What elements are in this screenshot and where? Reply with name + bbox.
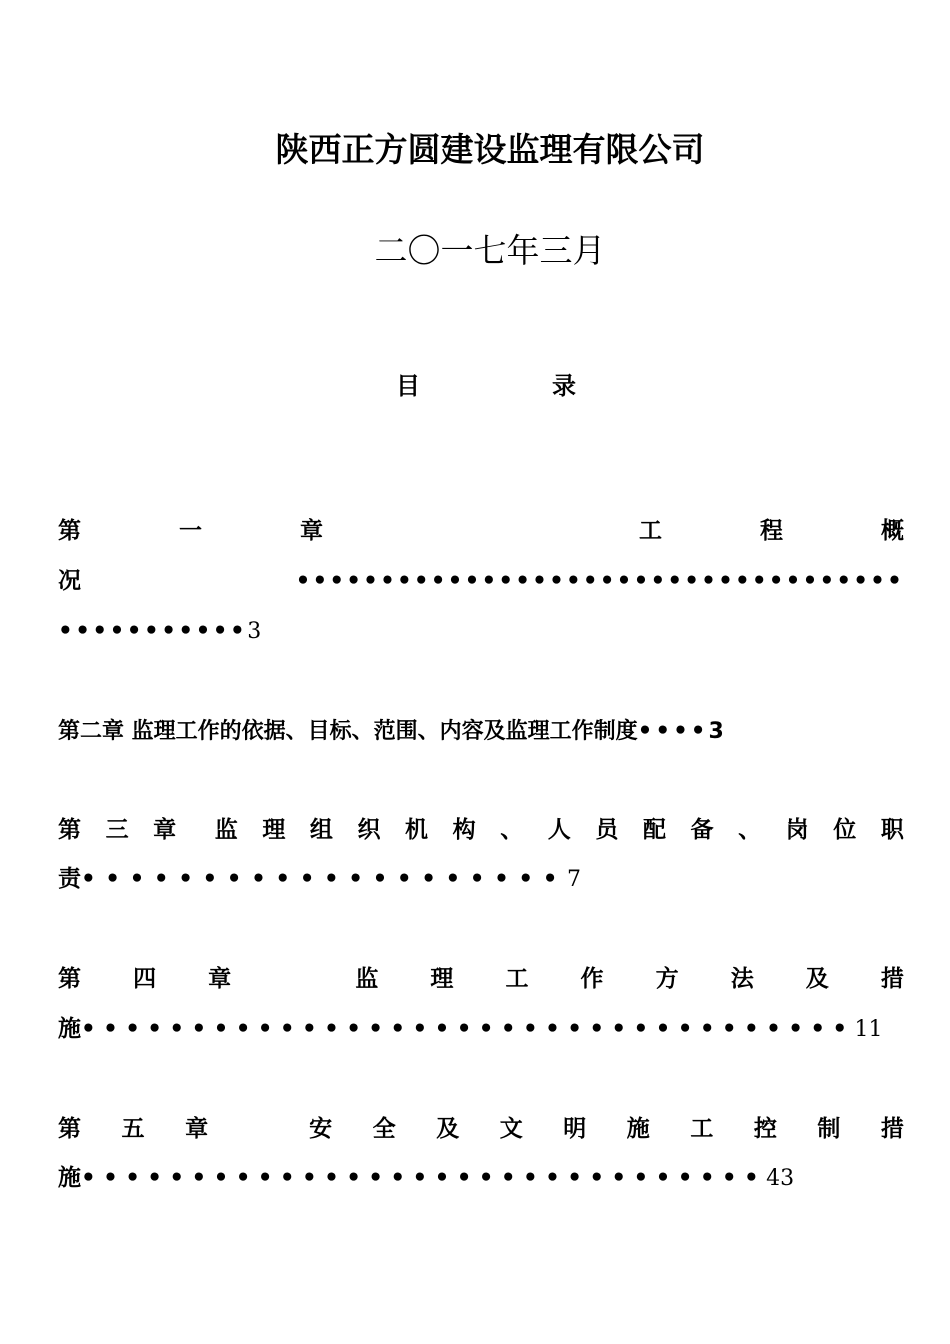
toc-char: 及 (436, 1116, 460, 1142)
toc-char: 第 (58, 518, 81, 544)
toc-char: 措 (880, 966, 904, 992)
toc-char: 监 (355, 966, 379, 992)
toc-char: 第 (58, 1116, 81, 1142)
toc-entry-title: 第二章 监理工作的依据、目标、范围、内容及监理工作制度 (58, 719, 638, 744)
leader-dots: •••• (637, 718, 709, 744)
toc-char: 文 (499, 1116, 523, 1142)
toc-char: 构 (452, 817, 476, 843)
toc-char: 概 (881, 518, 904, 544)
page-number: 11 (854, 1017, 883, 1042)
toc-char: 制 (817, 1116, 841, 1142)
toc-char: 组 (309, 817, 333, 843)
toc-char: 方 (655, 966, 679, 992)
toc-char: 章 (153, 817, 177, 843)
toc-entry-1-line1[interactable] (58, 516, 904, 546)
toc-char: 施 (58, 1016, 81, 1042)
toc-char: 工 (505, 966, 529, 992)
toc-char: 五 (121, 1116, 145, 1142)
toc-char: 工 (690, 1116, 714, 1142)
toc-char: 第 (58, 966, 81, 992)
leader-dots: ••••••••••••••••••••••••••••••••••• (81, 1016, 855, 1042)
toc-entry-4-line1[interactable] (58, 964, 904, 994)
toc-char: 施 (58, 1165, 81, 1191)
toc-char: 安 (309, 1116, 333, 1142)
toc-char: 况 (58, 568, 81, 594)
toc-char: 责 (58, 866, 81, 892)
toc-char: 章 (185, 1116, 209, 1142)
toc-char: 监 (214, 817, 238, 843)
document-date: 二〇一七年三月 (374, 231, 606, 270)
leader-dots: •••••••••••••••••••• (81, 866, 568, 892)
toc-entry-5-line1[interactable] (58, 1114, 904, 1144)
toc-char: 、 (738, 817, 762, 843)
leader-dots: ••••••••••••••••••••••••••••••• (81, 1165, 767, 1191)
toc-entry-1-line3[interactable] (58, 616, 904, 647)
toc-char: 职 (880, 817, 904, 843)
toc-char: 章 (300, 518, 323, 544)
toc-char: 配 (642, 817, 666, 843)
toc-entry-5-line2[interactable] (58, 1163, 904, 1194)
page-number: 3 (247, 619, 262, 644)
toc-char: 程 (760, 518, 783, 544)
toc-title (396, 366, 576, 401)
toc-char: 控 (753, 1116, 777, 1142)
toc-entry-4-line2[interactable] (58, 1014, 904, 1045)
toc-char: 备 (690, 817, 714, 843)
leader-dots: •••••••••••••••••••••••••••••••••••• (295, 568, 904, 594)
page-number: 3 (708, 719, 724, 744)
toc-char: 理 (262, 817, 286, 843)
toc-char: 员 (595, 817, 619, 843)
toc-char: 织 (357, 817, 381, 843)
toc-title-char: 录 (552, 372, 576, 400)
toc-char: 施 (626, 1116, 650, 1142)
toc-title-char: 目 (396, 372, 420, 400)
toc-char: 措 (880, 1116, 904, 1142)
toc-char: 全 (372, 1116, 396, 1142)
toc-entry-3-line2[interactable] (58, 864, 904, 895)
toc-char: 岗 (785, 817, 809, 843)
toc-entry-3-line1[interactable] (58, 815, 904, 845)
toc-char: 位 (833, 817, 857, 843)
page-number: 43 (766, 1166, 795, 1191)
toc-char: 工 (639, 518, 662, 544)
toc-entry-2[interactable] (58, 716, 904, 747)
toc-char: 法 (730, 966, 754, 992)
leader-dots: ••••••••••• (58, 618, 248, 644)
toc-char: 三 (105, 817, 129, 843)
toc-char: 及 (805, 966, 829, 992)
toc-char: 第 (58, 817, 81, 843)
toc-char: 理 (430, 966, 454, 992)
page-number: 7 (567, 867, 582, 892)
toc-char: 一 (179, 518, 202, 544)
toc-char: 作 (580, 966, 604, 992)
toc-entry-1-line2[interactable] (58, 566, 904, 596)
toc-char: 机 (405, 817, 429, 843)
toc-char: 人 (547, 817, 571, 843)
toc-char: 、 (500, 817, 524, 843)
toc-char: 明 (563, 1116, 587, 1142)
toc-char: 四 (133, 966, 157, 992)
toc-char: 章 (208, 966, 232, 992)
company-name: 陕西正方圆建设监理有限公司 (275, 130, 705, 169)
